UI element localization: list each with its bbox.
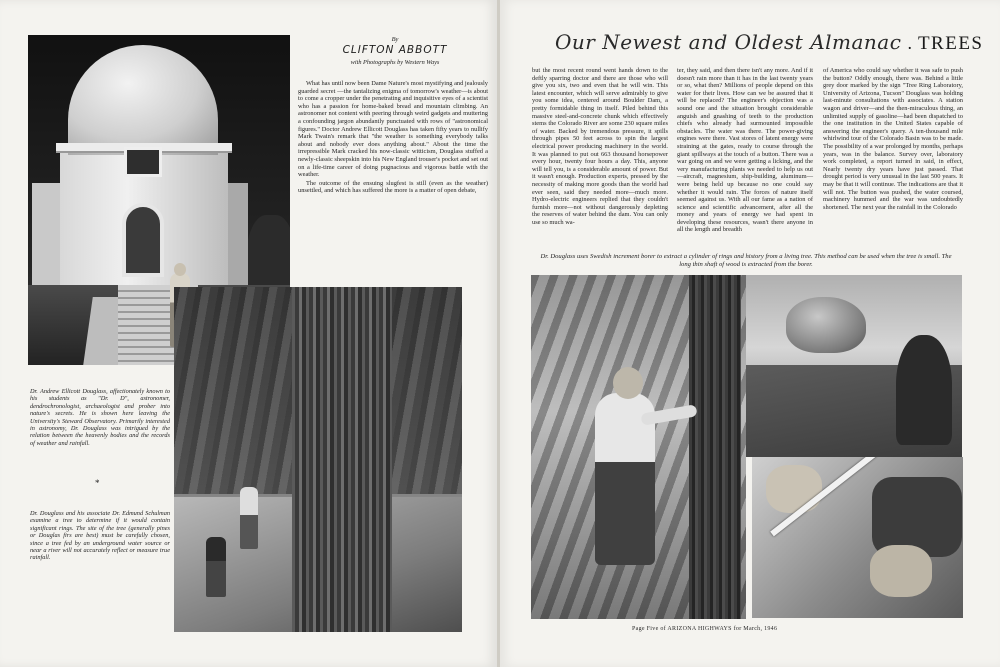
forest-photo bbox=[174, 287, 462, 632]
byline bbox=[300, 36, 490, 66]
star-separator: * bbox=[95, 478, 100, 488]
page-footer: Page Five of ARIZONA HIGHWAYS for March, 1946 bbox=[632, 626, 778, 632]
right-column-3: of America who could say whether it was safe to push the button? Oddly enough, there was. Behind a little grey door marked by the sign "Tree Ring Laboratory, University of Arizona, Tucson" Douglass was holding last-minute consultations with associates. A station wagon and driver—and the then-miraculous thing, an unlimited supply of gasoline—had been dispatched to the one institution in the United States capable of answering the engineer's query. A ten-thousand mile whirlwind tour of the Colorado Basin was to be made. The possibility of a war prolonged by months, perhaps years, was in the balance. Survey over, laboratory work completed, a report turned in said, in effect, Nearly twenty dry years have just passed. That drought period is very unusual in the last 500 years. It may be that it will continue. The indications are that it will not. The button was pushed, the water coursed, machinery hummed and the war was undoubtedly shortened. The next year the rainfall in the Colorado bbox=[823, 67, 963, 211]
title-caps: TREES bbox=[917, 33, 984, 54]
left-body-paragraph-2: The outcome of the ensuing slugfest is still (even as the weather) unsettled, and which has suffered the more is a matter of open debate, bbox=[298, 179, 488, 195]
borer-tree-photo bbox=[531, 275, 746, 619]
caption-tree-examination: Dr. Douglass and his associate Dr. Edmund Schulman examine a tree to determine if it would contain significant rings. The site of the tree (generally pines or Douglas firs are best) must be carefully chosen, since a tree fed by an underground water source or near a river will not accurately reflect or measure true rainfall. bbox=[30, 510, 170, 562]
article-title bbox=[555, 30, 984, 55]
rock-landscape-photo bbox=[746, 275, 962, 457]
caption-increment-borer: Dr. Douglass uses Swedish increment borer to extract a cylinder of rings and history from a living tree. This method can be used when the tree is small. The long thin shaft of wood is extracted from the borer. bbox=[540, 253, 952, 268]
right-column-2: ter, they said, and then there isn't any more. And if it doesn't rain more than it has in the last twenty years or so, what then? Millions of people depend on this water for their lives. How can we be assured that it will be replaced? The engineer's objection was a sound one and the situation brought considerable anguish and gnashing of teeth to the production chiefs who already had surmounted impossible obstacles. The water was there. The power-giving engines were there. Vast stores of latent energy were straining at the gates, ready to course through the giant spillways at the touch of a button. There was a war going on and we were getting a licking, and the very manufacturing plants we needed to help us out—aircraft, magnesium, ship-building, aluminum—were being held up because no one could say whether it would rain. The forces of nature itself seemed against us. With all our fame as a nation of science and scientific advancement, after all the money and years of energy we had spent in developing these resources, wasn't there anyone in all the length and breadth bbox=[677, 67, 813, 234]
right-column-1: but the most recent round went hands down to the deftly sparring doctor and there are those who will give you six, two and even that he will win. This latest encounter, which will serve admirably to give you some idea, centered around Boulder Dam, a pretty formidable thing in itself. Piled behind this massive steel-and-concrete chunk which effectively stems the Colorado River are some 230 square miles of water. Backed by tremendous pressure, it spills through pipes 50 feet across to spin the largest electrical power producing machinery in the world. It was planned to put out 663 thousand horsepower every hour, twenty four hours a day. This, anyone will tell you, is a considerable amount of power. But it wasn't enough. Production experts, pressed by the necessity of making more goods than the world had ever seen, said they needed more—much more. Hydro-electric engineers replied that they couldn't furnish more—not without dangerously depleting the reserves of water behind the dam. You can only use so much wa- bbox=[532, 67, 668, 226]
borer-closeup-photo bbox=[752, 457, 963, 618]
title-script: Our Newest and Oldest Almanac bbox=[555, 30, 902, 54]
left-body-text bbox=[298, 80, 488, 195]
byline-photos: with Photographs by Western Ways bbox=[350, 59, 440, 66]
left-body-paragraph-1: What has until now been Dame Nature's most mystifying and jealously guarded secret —the tantalizing enigma of tomorrow's weather—is about to come a cropper under the penetrating and inquisitive eyes of a scientist who has a passion for home-baked bread and mountain climbing. An astronomer not content with peering through weird gadgets and muttering a confounding jargon abundantly punctuated with rows of "astronomical figures." Doctor Andrew Ellicott Douglass has taken fifty years to nullify Mark Twain's remark that "the weather is something everybody talks about and nobody ever does anything about." About the time the irrepressible Mark cracked his now-classic witticism, Douglass stuffed a newly-classic sheepskin into his New England trouser's pocket and set out on a life-time career of doing pugnacious and vigorous battle with the weather. bbox=[298, 80, 488, 179]
byline-by: By bbox=[391, 36, 399, 43]
caption-observatory: Dr. Andrew Ellicott Douglass, affectionately known to his students as "Dr. D", astronomer, dendrochronologist, archaeologist and prober into nature's secrets. He is shown here leaving the University's Steward Observatory. Primarily interested in astronomy, Dr. Douglass was intrigued by the relation between the heavenly bodies and the records of weather and rainfall. bbox=[30, 388, 170, 447]
title-dot: . bbox=[907, 33, 912, 53]
byline-author: CLIFTON ABBOTT bbox=[342, 44, 448, 56]
